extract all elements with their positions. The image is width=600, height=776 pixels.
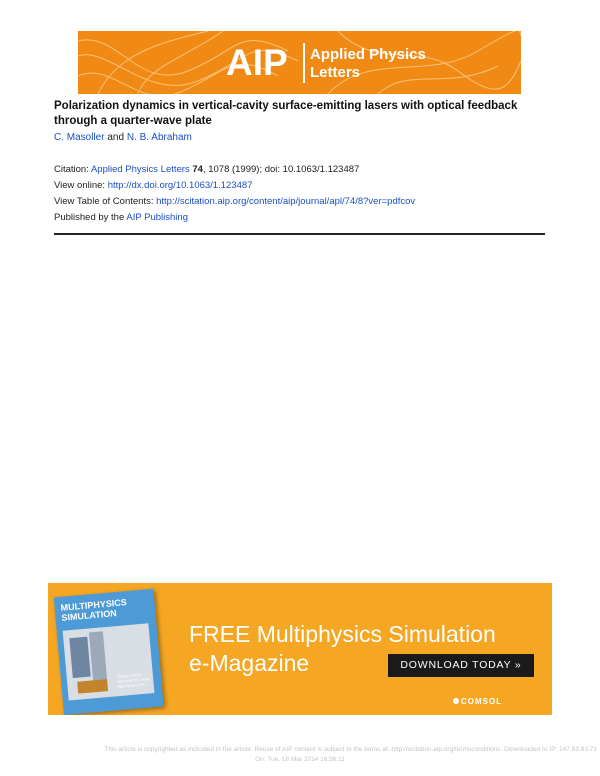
download-today-button[interactable]: DOWNLOAD TODAY » [388,654,534,677]
author-joiner: and [104,132,127,143]
cover-shape [77,679,108,694]
advertisement-banner[interactable] [48,583,552,715]
ad-headline-line1: FREE Multiphysics Simulation [189,621,496,647]
article-title: Polarization dynamics in vertical-cavity surface-emitting lasers with optical feedback through a quarter-wave plate [54,100,518,127]
magazine-title: MULTIPHYSICS SIMULATION [60,597,128,623]
toc-label: View Table of Contents: [54,196,157,207]
banner-swirl-graphic [78,31,521,94]
magazine-cover-image [63,623,155,700]
comsol-icon [453,698,459,704]
author-link-masoller[interactable]: C. Masoller [54,132,105,143]
citation-journal-link[interactable]: Applied Physics Letters [90,164,190,175]
cover-shape [89,631,107,682]
magazine-caption: SIMULATION ADVANCES HOW WE INNOVATE [116,672,151,690]
copyright-notice: This article is copyrighted as indicated in the article. Reuse of AIP content is subject to the terms at: http://scitation.aip.org/termsconditions. Downloaded to IP: 147.83.83.71 [104,746,597,753]
header-divider [54,233,545,235]
magazine-cover [54,589,164,715]
citation-volume: 74 [192,164,203,175]
comsol-logo [453,697,502,706]
toc-line [54,196,415,208]
cover-shape [69,637,90,678]
aip-logo: AIP [226,42,288,83]
author-list [54,131,192,144]
view-online-line [54,180,252,192]
journal-name-line1: Applied Physics [310,46,426,63]
citation-label: Citation: [54,164,91,175]
author-link-abraham[interactable]: N. B. Abraham [126,132,192,143]
comsol-brand: COMSOL [461,697,503,706]
citation-rest: , 1078 (1999); doi: 10.1063/1.123487 [202,164,360,175]
toc-link[interactable]: http://scitation.aip.org/content/aip/journal/apl/74/8?ver=pdfcov [156,196,416,207]
ad-headline-line2: e-Magazine [189,650,310,676]
banner-divider [303,43,305,83]
download-timestamp: On: Tue, 18 Mar 2014 16:56:11 [255,756,345,763]
view-online-label: View online: [54,180,108,191]
journal-name-line2: Letters [310,64,361,81]
citation-line [54,164,359,176]
doi-link[interactable]: http://dx.doi.org/10.1063/1.123487 [107,180,253,191]
published-line [54,212,188,224]
publisher-link[interactable]: AIP Publishing [126,212,188,223]
published-label: Published by the [54,212,127,223]
journal-banner[interactable] [78,31,521,94]
